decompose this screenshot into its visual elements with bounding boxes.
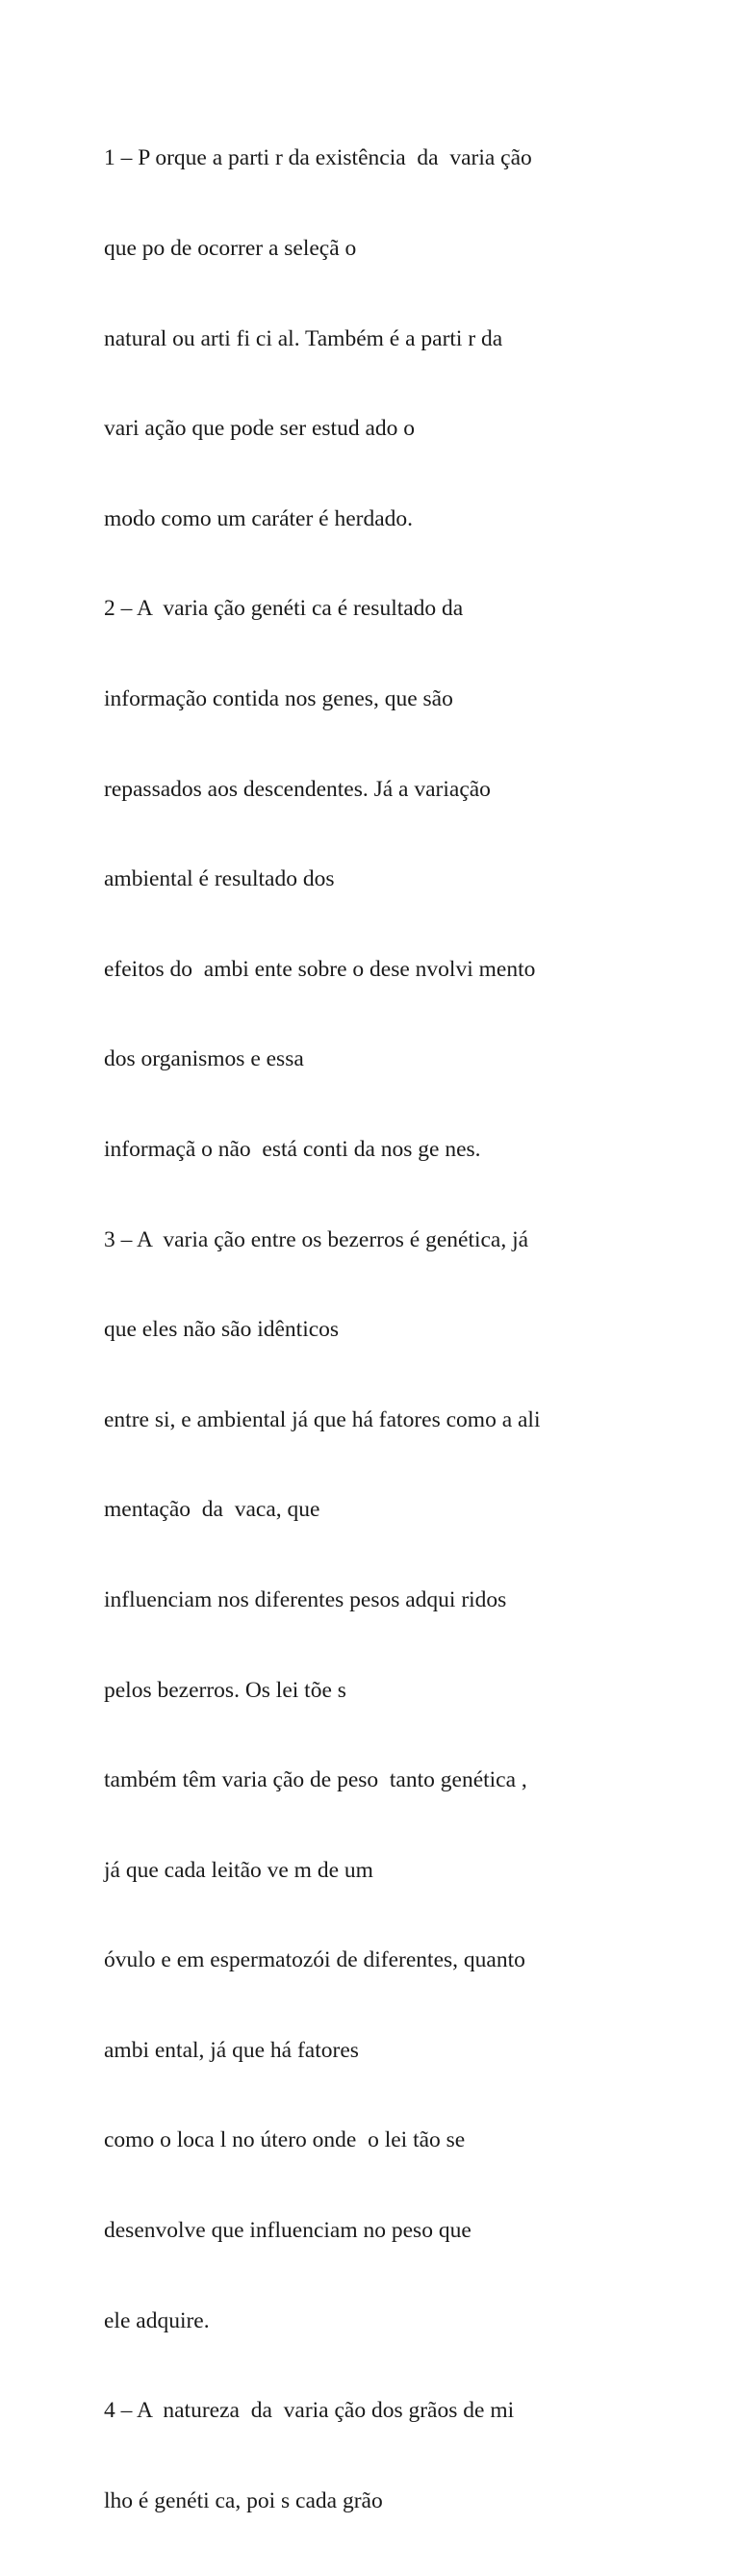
text-line: modo como um caráter é herdado.: [104, 505, 414, 531]
text-line: ambiental é resultado dos: [104, 866, 335, 892]
text-line: influenciam nos diferentes pesos adqui ridos: [104, 1586, 507, 1612]
text-line: repassados aos descendentes. Já a variação: [104, 776, 491, 802]
text-line: que po de ocorrer a seleçã o: [104, 236, 357, 261]
text-line: dos organismos e essa: [104, 1046, 304, 1072]
text-line: como o loca l no útero onde o lei tão se: [104, 2127, 466, 2153]
text-line: entre si, e ambiental já que há fatores como a ali: [104, 1406, 541, 1432]
text-line: já que cada leitão ve m de um: [104, 1857, 373, 1883]
text-line: natural ou arti fi ci al. Também é a parti r da: [104, 325, 503, 351]
text-line: vari ação que pode ser estud ado o: [104, 416, 415, 442]
text-line: efeitos do ambi ente sobre o dese nvolvi mento: [104, 956, 536, 982]
text-line: também têm varia ção de peso tanto genética ,: [104, 1767, 527, 1793]
text-line: pelos bezerros. Os lei tõe s: [104, 1677, 346, 1703]
document-body-text: [104, 84, 720, 2576]
text-line: 2 – A varia ção genéti ca é resultado da: [104, 596, 464, 622]
text-line: 4 – A natureza da varia ção dos grãos de mi: [104, 2398, 515, 2424]
text-line: ele adquire.: [104, 2307, 210, 2333]
text-line: lho é genéti ca, poi s cada grão: [104, 2487, 383, 2513]
text-line: desenvolve que influenciam no peso que: [104, 2218, 471, 2244]
text-line: que eles não são idênticos: [104, 1317, 340, 1343]
text-line: 3 – A varia ção entre os bezerros é genética, já: [104, 1226, 529, 1252]
text-line: óvulo e em espermatozói de diferentes, quanto: [104, 1947, 525, 1973]
text-line: informaçã o não está conti da nos ge nes.: [104, 1136, 481, 1162]
text-line: 1 – P orque a parti r da existência da varia ção: [104, 145, 532, 171]
text-line: mentação da vaca, que: [104, 1497, 320, 1523]
text-line: informação contida nos genes, que são: [104, 685, 453, 711]
text-line: ambi ental, já que há fatores: [104, 2037, 359, 2063]
